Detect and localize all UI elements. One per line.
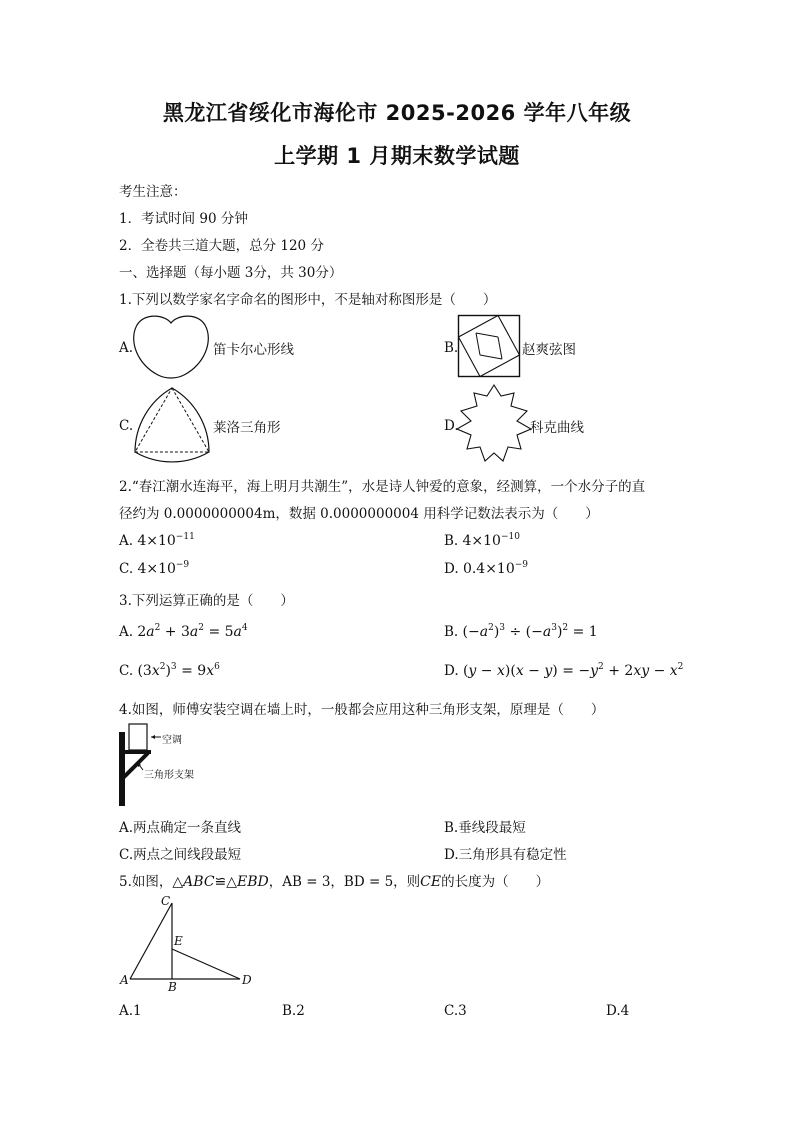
q2-option-d-base: 0.4×10	[462, 561, 515, 577]
q2-option-d-exp: −9	[514, 560, 529, 570]
q2-stem-line1: 2.“春江潮水连海平，海上明月共潮生”，水是诗人钟爱的意象，经测算，一个水分子的直	[119, 479, 646, 495]
zhao-shuang-figure	[458, 315, 520, 377]
q4-fig-bracket-label: 三角形支架	[144, 770, 194, 781]
q3-option-a-letter: A.	[119, 624, 134, 640]
q3-option-a-formula: $2a^2 + 3a^2 = 5a^4$	[137, 623, 248, 640]
q3-option-d-formula: $(y - x)(x - y) = -y^2 + 2xy - x^2$	[462, 662, 684, 679]
koch-curve-figure	[455, 383, 533, 467]
q3-stem: 3.下列运算正确的是（ ）	[119, 593, 294, 609]
point-e-label: E	[174, 934, 183, 948]
q1-option-c-label: 莱洛三角形	[213, 420, 281, 436]
q1-option-d-label: 科克曲线	[530, 420, 584, 436]
q2-option-c	[119, 561, 189, 577]
notice-item-1: 1．考试时间 90 分钟	[119, 211, 248, 227]
q4-stem: 4.如图，师傅安装空调在墙上时，一般都会应用这种三角形支架，原理是（ ）	[119, 702, 605, 718]
q5-stem-pre: 5.如图，	[119, 874, 173, 890]
q5-option-b: B.2	[282, 1003, 305, 1019]
q5-option-a: A.1	[119, 1003, 142, 1019]
q4-option-c: C.两点之间线段最短	[119, 847, 242, 863]
q3-option-a	[119, 624, 248, 640]
q5-congruence: △ABC≌△EBD	[172, 874, 269, 890]
q5-stem-ce: CE	[420, 874, 442, 890]
q2-option-b-letter: B.	[444, 533, 459, 549]
notice-heading: 考生注意：	[119, 184, 187, 200]
q2-option-b-base: 4×10	[462, 533, 501, 549]
q1-option-d-letter: D.	[444, 418, 459, 434]
triangle-figure	[120, 895, 260, 995]
q1-option-b-label: 赵爽弦图	[522, 342, 576, 358]
q1-option-a-label: 笛卡尔心形线	[213, 342, 294, 358]
q3-option-c-formula: $(3x^2)^3 = 9x^6$	[137, 662, 220, 679]
point-c-label: C	[161, 894, 171, 908]
q1-option-c-letter: C.	[119, 418, 134, 434]
q3-option-d-letter: D.	[444, 663, 459, 679]
q4-fig-ac-label: 空调	[162, 735, 182, 746]
q1-option-b-letter: B.	[444, 340, 459, 356]
q5-stem	[119, 870, 549, 890]
point-d-label: D	[242, 973, 252, 987]
q2-stem-line2: 径约为 0.0000000004m，数据 0.0000000004 用科学记数法表示为（ ）	[119, 506, 599, 522]
q2-option-c-exp: −9	[175, 560, 190, 570]
q3-option-b-formula: $(-a^2)^3 \div (-a^3)^2 = 1$	[462, 623, 598, 640]
q3-option-b	[444, 624, 598, 640]
q5-option-c: C.3	[444, 1003, 467, 1019]
q4-option-a: A.两点确定一条直线	[119, 820, 242, 836]
point-b-label: B	[168, 980, 177, 994]
q2-option-c-letter: C.	[119, 561, 134, 577]
q2-option-d-letter: D.	[444, 561, 459, 577]
q2-option-d	[444, 561, 528, 577]
notice-item-2: 2．全卷共三道大题，总分 120 分	[119, 238, 324, 254]
q2-option-b-exp: −10	[500, 532, 520, 542]
q2-option-a-exp: −11	[175, 532, 195, 542]
q1-option-a-letter: A.	[119, 340, 134, 356]
q5-stem-post: 的长度为（ ）	[441, 874, 550, 890]
q5-option-d: D.4	[606, 1003, 630, 1019]
reuleaux-triangle-figure	[132, 386, 212, 462]
q2-option-a	[119, 533, 195, 549]
q2-option-a-base: 4×10	[137, 533, 176, 549]
q2-option-b	[444, 533, 520, 549]
q4-option-b: B.垂线段最短	[444, 820, 526, 836]
q3-option-c-letter: C.	[119, 663, 134, 679]
point-a-label: A	[120, 973, 129, 987]
q2-option-c-base: 4×10	[137, 561, 176, 577]
cardioid-figure	[130, 313, 212, 383]
exam-title-line2: 上学期 1 月期末数学试题	[274, 144, 520, 168]
q4-option-d: D.三角形具有稳定性	[444, 847, 567, 863]
q1-stem: 1.下列以数学家名字命名的图形中，不是轴对称图形是（ ）	[119, 292, 497, 308]
exam-title-line1: 黑龙江省绥化市海伦市 2025-2026 学年八年级	[162, 101, 632, 125]
q3-option-b-letter: B.	[444, 624, 459, 640]
q3-option-d	[444, 663, 683, 679]
q3-option-c	[119, 663, 220, 679]
section-heading: 一、选择题（每小题 3分，共 30分）	[119, 265, 343, 281]
q5-stem-mid: ，AB = 3，BD = 5，则	[268, 874, 421, 890]
q2-option-a-letter: A.	[119, 533, 134, 549]
